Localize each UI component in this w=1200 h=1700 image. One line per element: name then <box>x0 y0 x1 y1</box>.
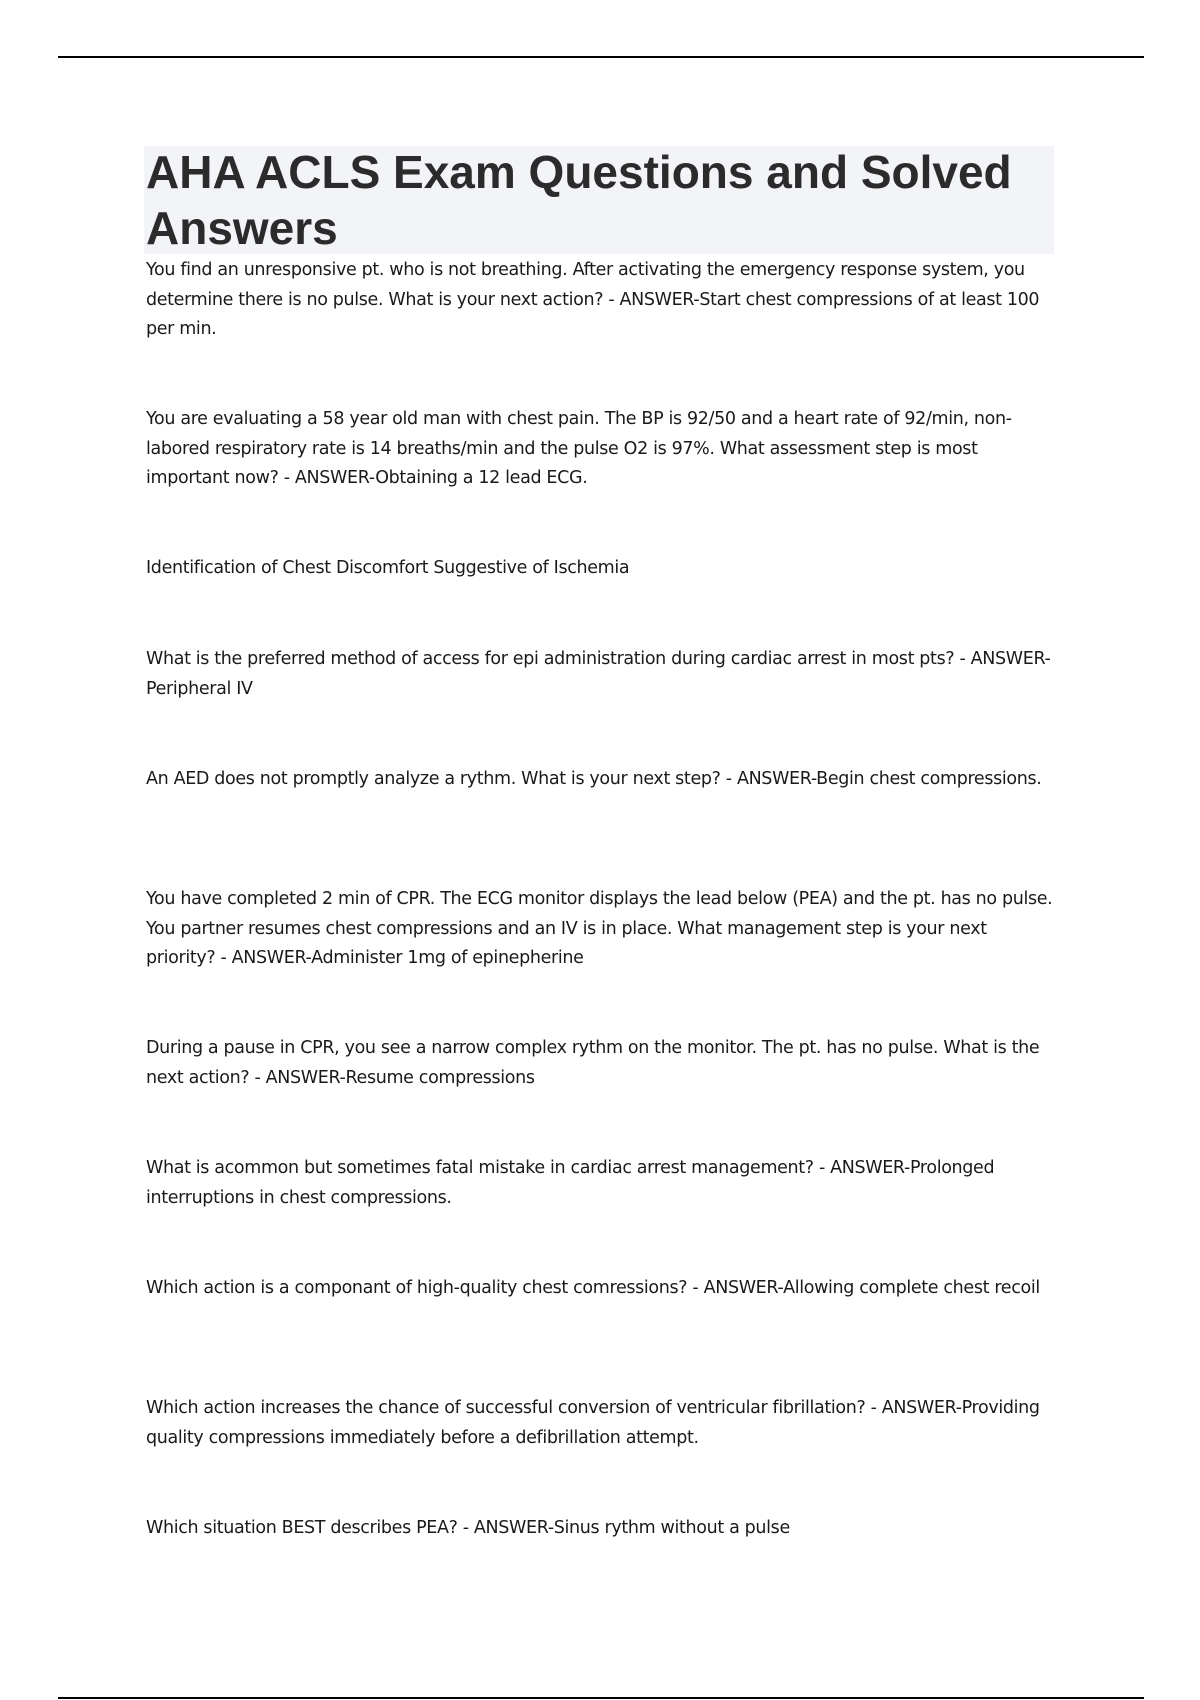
qa-entry-7: What is acommon but sometimes fatal mistake in cardiac arrest management? - ANSWER-Prolonged interruptions in chest compressions. <box>146 1158 995 1208</box>
bottom-divider <box>58 1697 1144 1699</box>
qa-entry-9: Which action increases the chance of successful conversion of ventricular fibrillation? - ANSWER-Providing quality compressions immediately before a defibrillation attempt. <box>146 1398 1040 1448</box>
qa-entry-8: Which action is a componant of high-quality chest comressions? - ANSWER-Allowing complete chest recoil <box>146 1278 1040 1298</box>
qa-entry-4: An AED does not promptly analyze a rythm. What is your next step? - ANSWER-Begin chest compressions. <box>146 769 1042 789</box>
qa-entry-2: You are evaluating a 58 year old man with chest pain. The BP is 92/50 and a heart rate of 92/min, non-labored respiratory rate is 14 breaths/min and the pulse O2 is 97%. What assessment step is most important now? - ANSWER-Obtaining a 12 lead ECG. <box>146 409 1012 488</box>
qa-entry-5: You have completed 2 min of CPR. The ECG monitor displays the lead below (PEA) and the pt. has no pulse. You partner resumes chest compressions and an IV is in place. What management step is your next priority? - ANSWER-Administer 1mg of epinepherine <box>146 889 1053 968</box>
qa-entry-10: Which situation BEST describes PEA? - ANSWER-Sinus rythm without a pulse <box>146 1518 790 1538</box>
qa-heading-ischemia: Identification of Chest Discomfort Suggestive of Ischemia <box>146 558 630 578</box>
qa-entry-3: What is the preferred method of access for epi administration during cardiac arrest in most pts? - ANSWER-Peripheral IV <box>146 649 1051 699</box>
qa-entry-1: You find an unresponsive pt. who is not breathing. After activating the emergency response system, you determine there is no pulse. What is your next action? - ANSWER-Start chest compressions of at least 100 per min. <box>146 260 1040 339</box>
qa-entry-6: During a pause in CPR, you see a narrow complex rythm on the monitor. The pt. has no pulse. What is the next action? - ANSWER-Resume compressions <box>146 1038 1040 1088</box>
top-divider <box>58 56 1144 58</box>
document-title: AHA ACLS Exam Questions and Solved Answers <box>146 146 1012 254</box>
